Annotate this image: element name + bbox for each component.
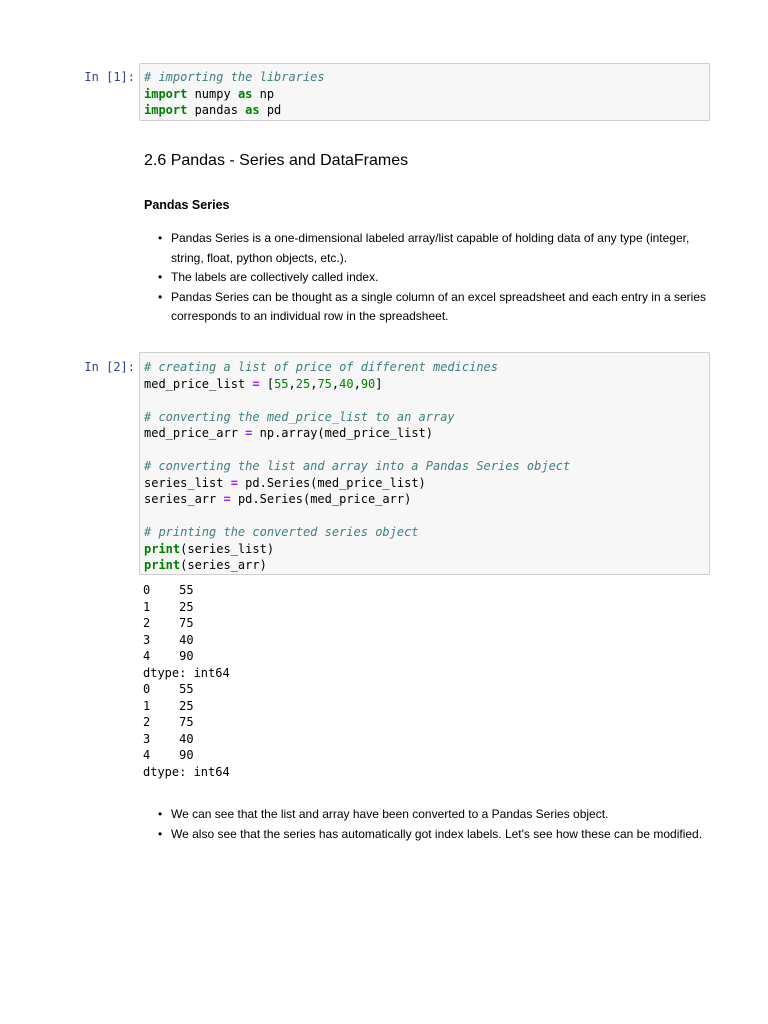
code-token: ,	[288, 376, 296, 391]
output-line: 1 25	[143, 698, 194, 713]
subsection-heading: Pandas Series	[144, 198, 230, 212]
bullet-icon: •	[158, 826, 163, 841]
code-token: 40	[339, 376, 354, 391]
outro-bullet-list	[144, 805, 710, 844]
code-token: 55	[274, 376, 289, 391]
code-line	[144, 458, 705, 475]
code-line	[144, 392, 705, 409]
code-line	[144, 557, 705, 574]
code-token: pd.Series(med_price_list)	[237, 475, 426, 490]
list-item	[158, 288, 710, 327]
cell-output	[143, 582, 230, 780]
code-token: =	[252, 376, 260, 391]
output-line: 2 75	[143, 616, 194, 630]
cell-prompt: In [2]:	[84, 360, 135, 374]
code-token: (series_arr)	[180, 558, 267, 572]
list-item	[158, 268, 710, 288]
code-line	[144, 524, 705, 541]
code-token: pandas	[187, 103, 246, 117]
code-line	[144, 409, 705, 426]
code-token: 90	[360, 376, 376, 391]
code-token: np	[252, 86, 275, 101]
code-token: 25	[295, 376, 311, 391]
code-line	[144, 442, 705, 459]
code-token: med_price_list	[144, 376, 253, 391]
list-item-text: We can see that the list and array have been converted to a Pandas Series object.	[171, 807, 609, 821]
list-item-text: The labels are collectively called index.	[171, 270, 379, 284]
list-item	[158, 229, 710, 268]
code-token: # converting the list and array into a Pandas Series object	[144, 459, 571, 473]
list-item	[158, 805, 710, 825]
intro-list-container	[144, 229, 710, 327]
code-token: ,	[353, 376, 361, 391]
code-token: as	[237, 86, 253, 101]
code-cell[interactable]	[139, 63, 710, 121]
output-line: 4 90	[143, 649, 194, 663]
output-line: 2 75	[143, 715, 194, 729]
code-token: =	[223, 492, 231, 506]
code-cell[interactable]	[139, 352, 710, 575]
code-token: print	[144, 558, 181, 572]
cell-prompt: In [1]:	[84, 70, 135, 84]
bullet-icon: •	[158, 289, 163, 304]
code-token: pd	[259, 103, 282, 117]
code-line	[144, 102, 705, 119]
code-token: print	[144, 541, 181, 556]
code-line	[144, 508, 705, 525]
code-token: # printing the converted series object	[144, 525, 419, 539]
code-token: np.array(med_price_list)	[252, 426, 434, 440]
code-token: ]	[375, 376, 383, 391]
output-line: 3 40	[143, 632, 194, 647]
code-token: numpy	[187, 86, 238, 101]
code-token: series_arr	[144, 492, 224, 506]
code-line	[144, 491, 705, 508]
output-line: dtype: int64	[143, 665, 230, 680]
code-token: as	[245, 103, 260, 117]
output-line: 0 55	[143, 682, 194, 696]
code-line	[144, 69, 705, 86]
intro-bullet-list	[144, 229, 710, 327]
code-line	[144, 376, 705, 393]
section-heading: 2.6 Pandas - Series and DataFrames	[144, 152, 409, 169]
outro-list-container	[144, 805, 710, 844]
code-token: [	[259, 376, 275, 391]
output-line: 0 55	[143, 583, 194, 597]
code-token: # creating a list of price of different medicines	[144, 360, 499, 374]
output-line: 4 90	[143, 748, 194, 762]
list-item-text: Pandas Series can be thought as a single column of an excel spreadsheet and each entry in a series corresponds to an individual row in the spreadsheet.	[171, 289, 707, 323]
code-token: import	[144, 86, 188, 101]
bullet-icon: •	[158, 231, 163, 245]
code-token: series_list	[144, 475, 231, 490]
code-token: 75	[317, 376, 332, 391]
code-line	[144, 359, 705, 376]
code-line	[144, 425, 705, 442]
code-token: ,	[310, 376, 318, 391]
code-token: # importing the libraries	[144, 70, 325, 84]
code-token: =	[230, 475, 238, 490]
code-token: # converting the med_price_list to an array	[144, 409, 455, 424]
code-line	[144, 541, 705, 558]
output-line: 3 40	[143, 731, 194, 746]
code-line	[144, 475, 705, 492]
code-token: =	[245, 426, 253, 440]
code-token: med_price_arr	[144, 426, 246, 440]
code-token: (series_list)	[180, 541, 275, 556]
output-line: dtype: int64	[143, 764, 230, 779]
list-item-text: Pandas Series is a one-dimensional labeled array/list capable of holding data of any type (integer, string, float, python objects, etc.).	[171, 231, 690, 265]
bullet-icon: •	[158, 270, 163, 284]
code-token: pd.Series(med_price_arr)	[230, 492, 412, 506]
bullet-icon: •	[158, 807, 163, 821]
code-line	[144, 86, 705, 103]
list-item	[158, 825, 710, 845]
code-token: import	[144, 103, 188, 117]
code-token: ,	[331, 376, 340, 391]
list-item-text: We also see that the series has automatically got index labels. Let's see how these can be modified.	[171, 826, 703, 841]
output-line: 1 25	[143, 599, 194, 614]
